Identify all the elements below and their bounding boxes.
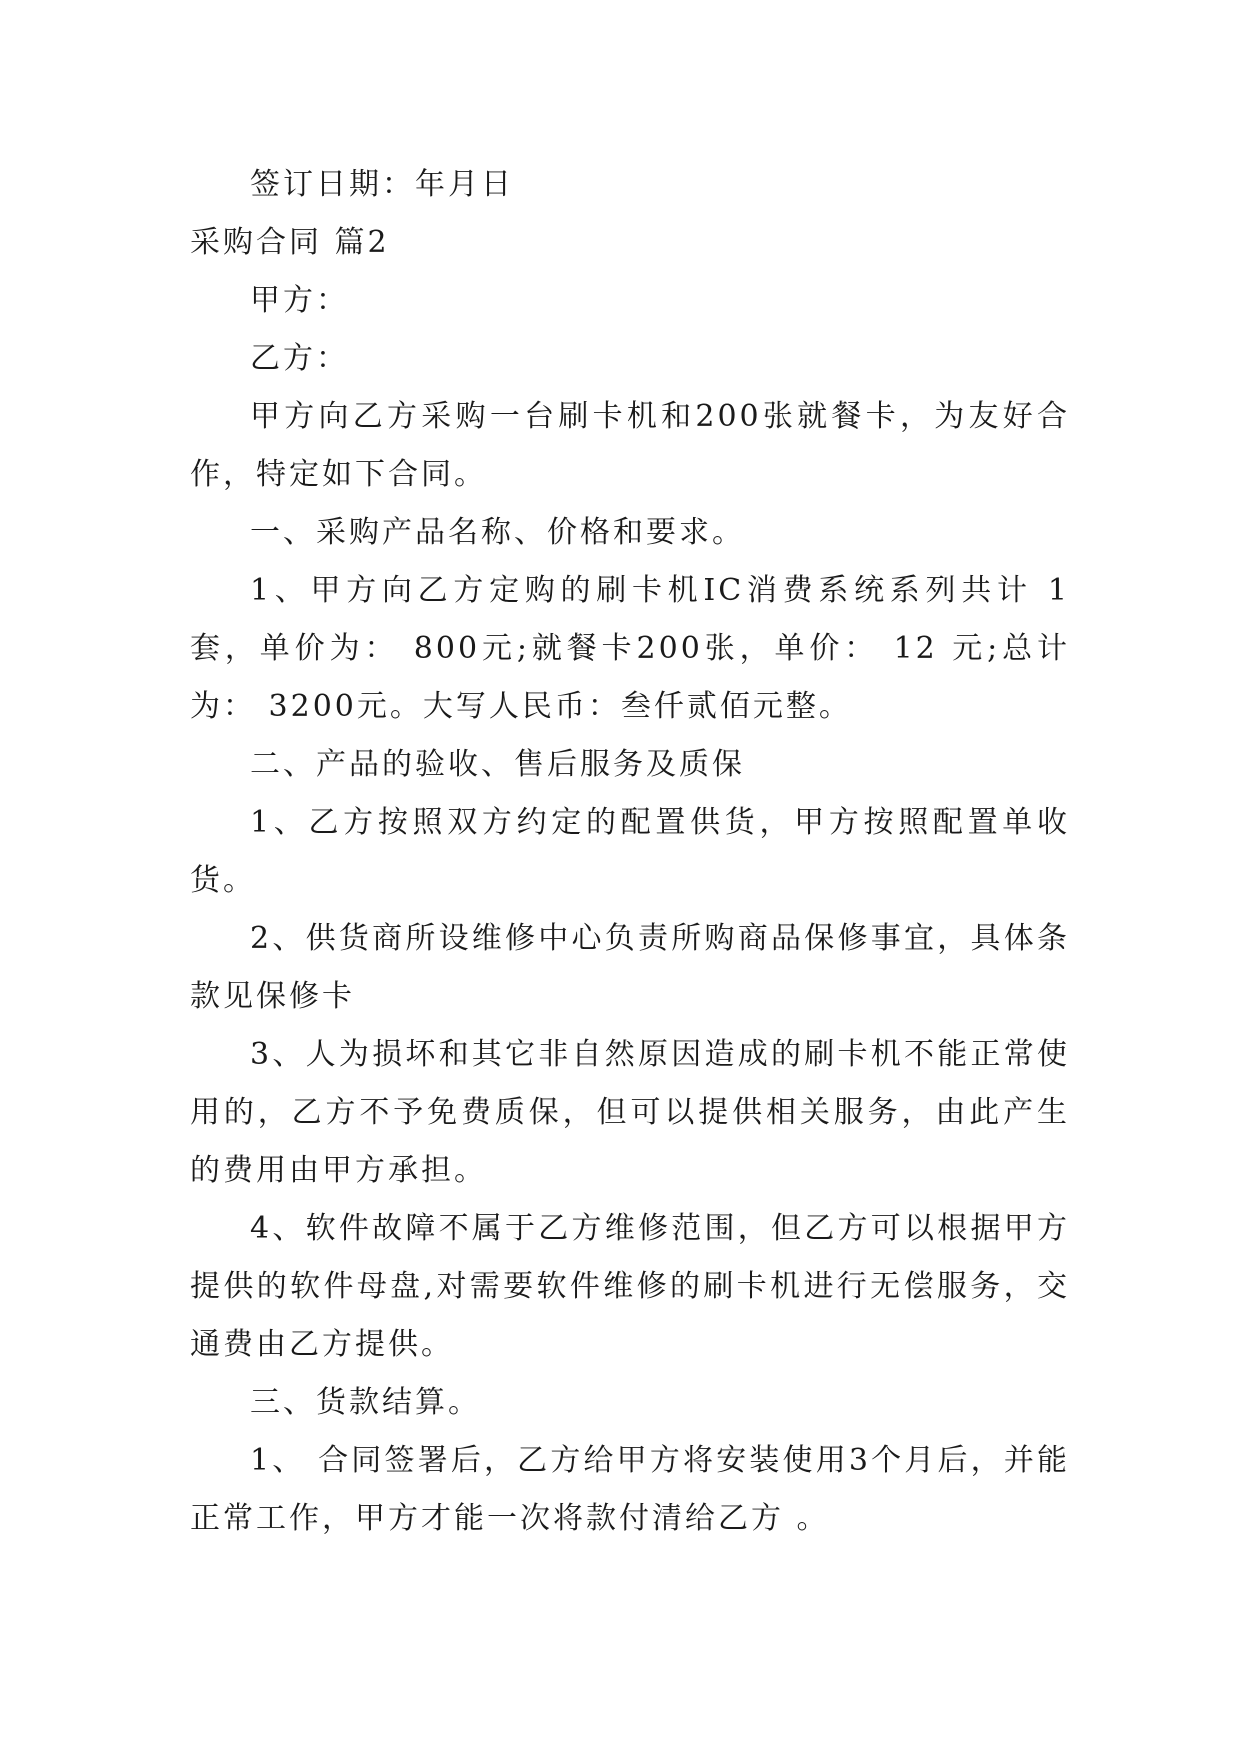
party-a-line: 甲方： <box>250 283 349 318</box>
clause-2-1: 1、乙方按照双方约定的配置供货，甲方按照配置单收货。 <box>190 805 1070 898</box>
document-body <box>190 156 1070 1548</box>
clause-heading-2: 二、产品的验收、售后服务及质保 <box>250 747 745 782</box>
signing-date-line: 签订日期：年月日 <box>250 167 514 202</box>
clause-heading-3: 三、货款结算。 <box>250 1385 481 1420</box>
clause-2-2: 2、供货商所设维修中心负责所购商品保修事宜，具体条款见保修卡 <box>190 921 1070 1014</box>
intro-paragraph: 甲方向乙方采购一台刷卡机和200张就餐卡，为友好合作，特定如下合同。 <box>190 399 1070 492</box>
clause-3-1: 1、 合同签署后，乙方给甲方将安装使用3个月后，并能正常工作，甲方才能一次将款付清给乙方 。 <box>190 1443 1070 1536</box>
clause-2-4: 4、软件故障不属于乙方维修范围，但乙方可以根据甲方提供的软件母盘,对需要软件维修的刷卡机进行无偿服务，交通费由乙方提供。 <box>190 1211 1070 1362</box>
clause-2-3: 3、人为损坏和其它非自然原因造成的刷卡机不能正常使用的，乙方不予免费质保，但可以提供相关服务，由此产生的费用由甲方承担。 <box>190 1037 1070 1188</box>
clause-1-1: 1、甲方向乙方定购的刷卡机IC消费系统系列共计 1套，单价为： 800元;就餐卡200张，单价： 12 元;总计为： 3200元。大写人民币：叁仟贰佰元整。 <box>190 573 1070 724</box>
section-title: 采购合同 篇2 <box>190 225 390 260</box>
party-b-line: 乙方： <box>250 341 349 376</box>
clause-heading-1: 一、采购产品名称、价格和要求。 <box>250 515 745 550</box>
